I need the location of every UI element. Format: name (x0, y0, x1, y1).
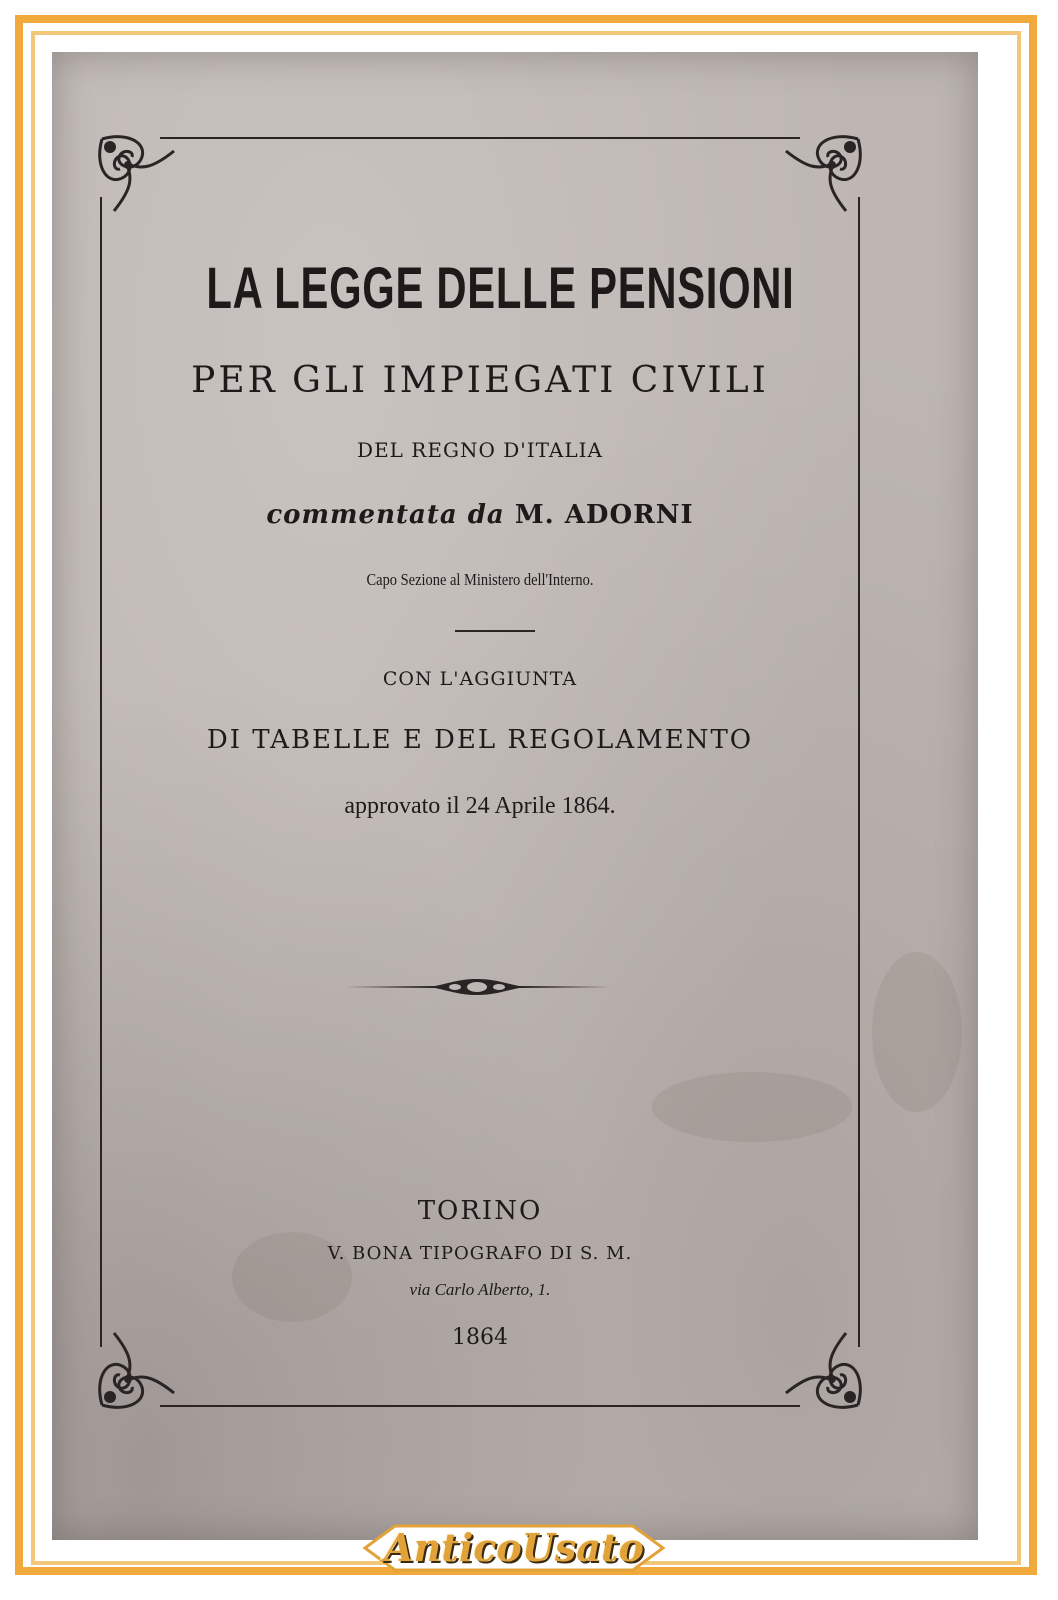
border-line-bottom (160, 1405, 800, 1407)
divider-ornament-icon (345, 975, 610, 999)
approval-date: approvato il 24 Aprile 1864. (344, 793, 616, 819)
cover-subtitle: PER GLI IMPIEGATI CIVILI (191, 360, 769, 401)
addition-intro: CON L'AGGIUNTA (382, 668, 578, 690)
paper-stain (872, 952, 962, 1112)
author-role: Capo Sezione al Ministero dell'Interno. (366, 570, 594, 589)
publication-year: 1864 (452, 1325, 508, 1350)
cover-author (100, 500, 860, 530)
cover-title: LA LEGGE DELLE PENSIONI (206, 256, 795, 321)
printer-name: V. BONA TIPOGRAFO DI S. M. (327, 1243, 633, 1264)
printer-address: via Carlo Alberto, 1. (409, 1280, 551, 1299)
corner-ornament-icon (90, 127, 182, 219)
cover-kingdom: DEL REGNO D'ITALIA (357, 438, 603, 462)
watermark-text: AnticoUsato (384, 1525, 644, 1570)
corner-ornament-icon (778, 127, 870, 219)
publication-city: TORINO (417, 1196, 543, 1226)
author-prefix: commentata da (266, 500, 505, 530)
author-name: M. ADORNI (514, 500, 694, 530)
addition-body: DI TABELLE E DEL REGOLAMENTO (206, 725, 754, 755)
border-line-top (160, 137, 800, 139)
watermark-logo (355, 1518, 673, 1578)
short-rule-divider (455, 630, 535, 632)
